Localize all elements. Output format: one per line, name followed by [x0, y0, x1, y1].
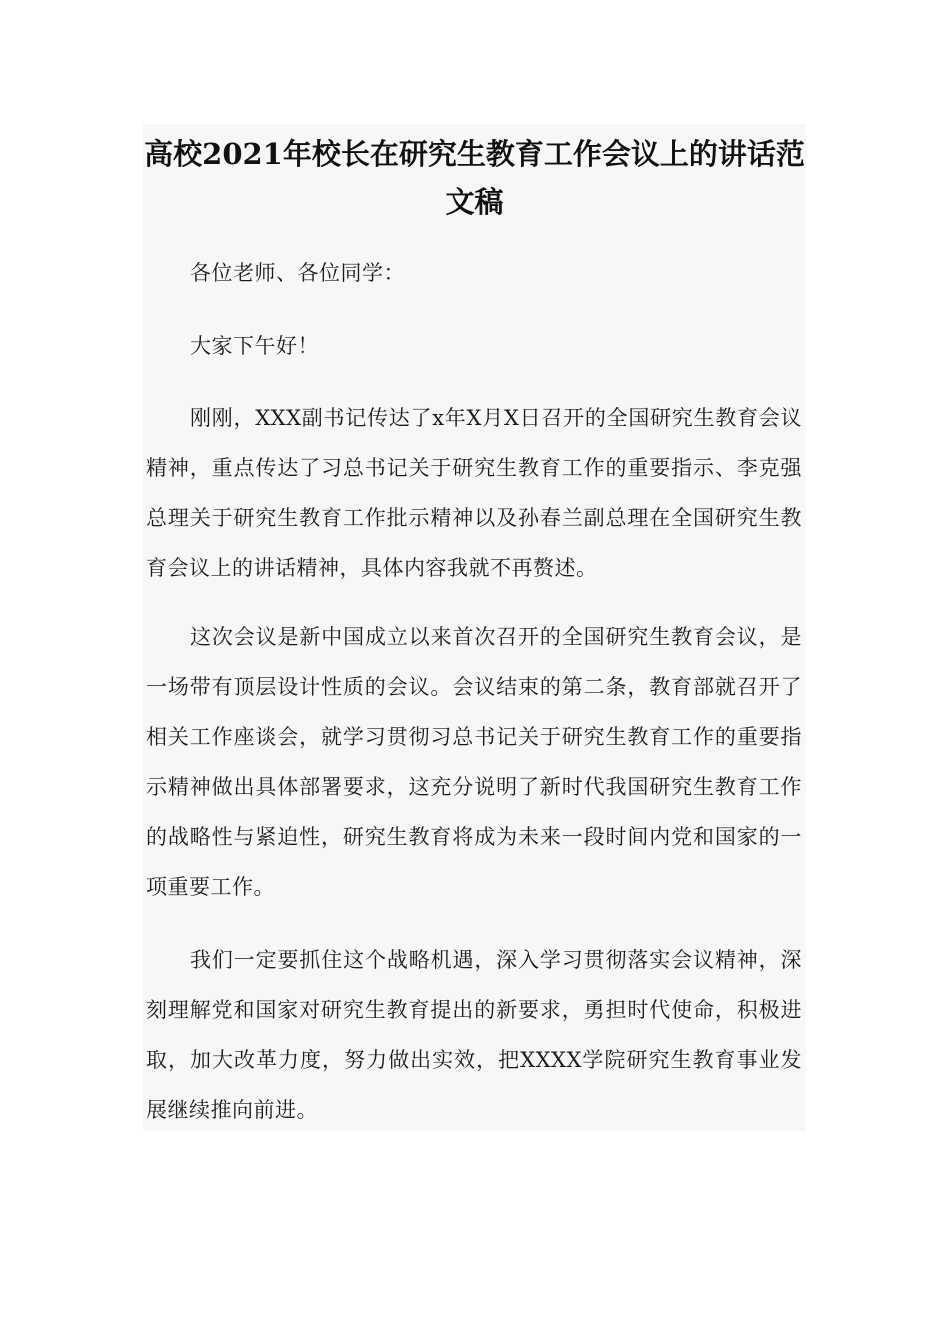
document-title [143, 130, 806, 226]
title-line-2: 文稿 [445, 185, 504, 219]
salutation-paragraph: 大家下午好！ [190, 334, 319, 358]
body-paragraph-1: 刚刚，XXX副书记传达了x年X月X日召开的全国研究生教育会议精神，重点传达了习总书记关于研究生教育工作的重要指示、李克强总理关于研究生教育工作批示精神以及孙春兰副总理在全国研究生教育会议上的讲话精神，具体内容我就不再赘述。 [146, 406, 802, 580]
title-line-1: 高校2021年校长在研究生教育工作会议上的讲话范 [144, 137, 805, 171]
body-paragraph-3: 我们一定要抓住这个战略机遇，深入学习贯彻落实会议精神，深刻理解党和国家对研究生教育提出的新要求，勇担时代使命，积极进取，加大改革力度，努力做出实效，把XXXX学院研究生教育事业发展继续推向前进。 [146, 948, 802, 1122]
body-paragraph-2: 这次会议是新中国成立以来首次召开的全国研究生教育会议，是一场带有顶层设计性质的会议。会议结束的第二条，教育部就召开了相关工作座谈会，就学习贯彻习总书记关于研究生教育工作的重要指示精神做出具体部署要求，这充分说明了新时代我国研究生教育工作的战略性与紧迫性，研究生教育将成为未来一段时间内党和国家的一项重要工作。 [146, 625, 802, 899]
greeting-paragraph: 各位老师、各位同学： [190, 261, 405, 285]
